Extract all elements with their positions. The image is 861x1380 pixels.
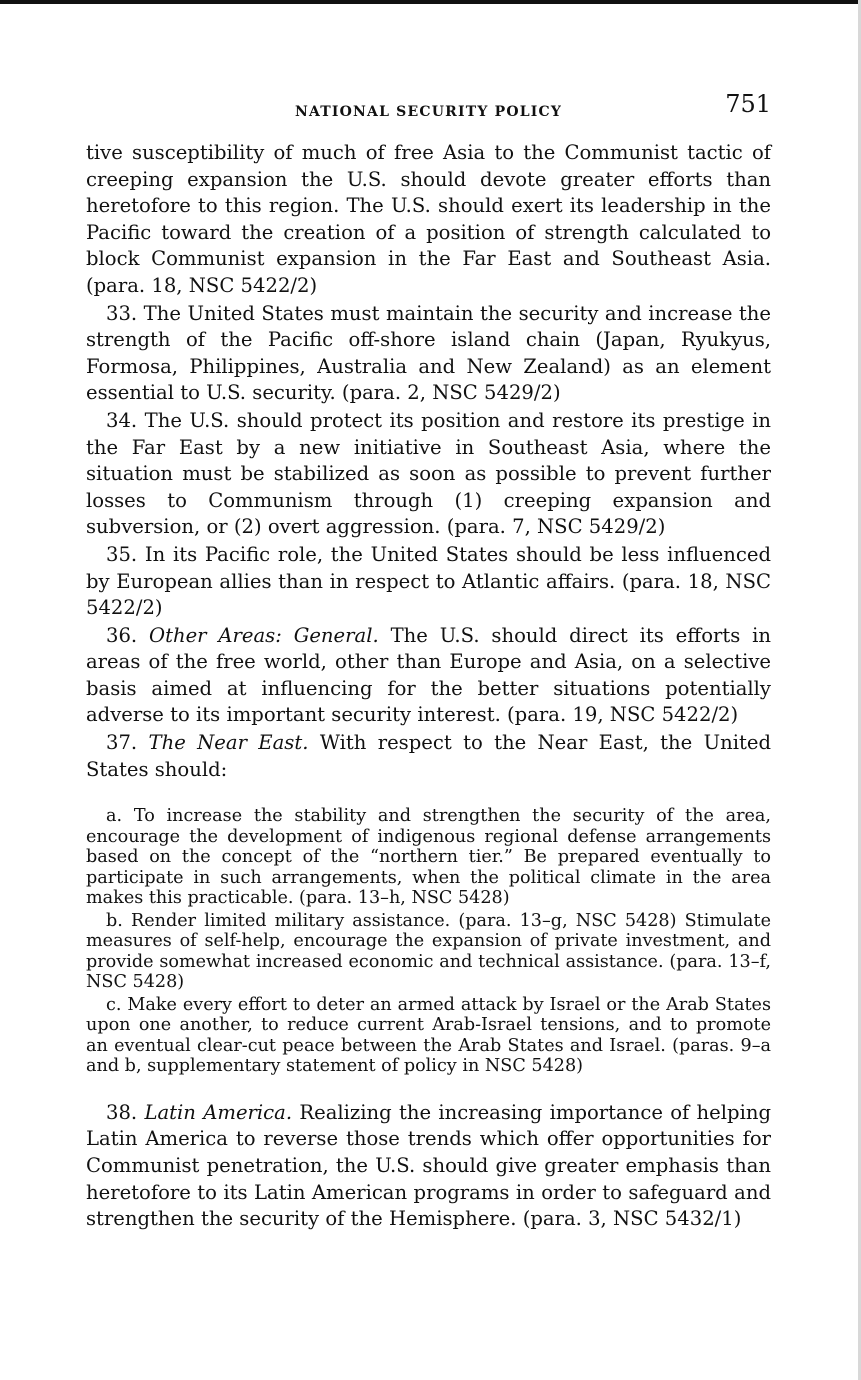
running-head: NATIONAL SECURITY POLICY	[294, 104, 563, 120]
paragraph-36	[86, 623, 771, 729]
paragraph-33	[86, 301, 771, 407]
paragraph-number: 36.	[106, 623, 138, 647]
paragraph-continued	[86, 140, 771, 300]
paragraph-number: 33.	[106, 301, 138, 325]
paragraph-number: 35.	[106, 542, 138, 566]
paragraph-number: 34.	[106, 408, 138, 432]
paragraph-text: The U.S. should protect its position and restore its prestige in the Far East by a new initiative in Southeast Asia, where the situation must be stabilized as soon as possible to prevent further losses to Communism through (1) creeping expansion and subversion, or (2) overt aggression. (para. 7, NSC 5429/2)	[86, 408, 771, 539]
paragraph-37	[86, 730, 771, 783]
page-header	[86, 90, 771, 130]
paragraph-number: 37.	[106, 731, 138, 755]
paragraph-35	[86, 542, 771, 622]
body-text	[86, 140, 771, 1234]
page-number: 751	[725, 90, 771, 118]
paragraph-34	[86, 408, 771, 541]
page-top-border	[0, 0, 861, 4]
paragraph-text: tive susceptibility of much of free Asia to the Communist tactic of creeping expansion the U.S. should devote greater efforts than heretofore to this region. The U.S. should exert its leadership in the Pacific toward the creation of a position of strength calculated to block Communist expansion in the Far East and Southeast Asia. (para. 18, NSC 5422/2)	[86, 141, 771, 297]
paragraph-heading: Other Areas: General.	[149, 623, 379, 647]
near-east-item-b: b. Render limited military assistance. (para. 13–g, NSC 5428) Stimulate measures of self-help, encourage the expansion of private investment, and provide somewhat increased economic and technical assistance. (para. 13–f, NSC 5428)	[86, 910, 771, 993]
near-east-item-a: a. To increase the stability and strengthen the security of the area, encourage the development of indigenous regional defense arrangements based on the concept of the “northern tier.” Be prepared eventually to participate in such arrangements, when the political climate in the area makes this practicable. (para. 13–h, NSC 5428)	[86, 806, 771, 909]
near-east-list	[86, 806, 771, 1077]
paragraph-text: The U.S. should direct its efforts in areas of the free world, other than Europe and Asia, on a selective basis aimed at influencing for the better situations potentially adverse to its important security interest. (para. 19, NSC 5422/2)	[86, 623, 772, 727]
paragraph-text: With respect to the Near East, the United States should:	[86, 731, 772, 781]
paragraph-text: The United States must maintain the security and increase the strength of the Pacific off-shore island chain (Japan, Ryukyus, Formosa, Philippines, Australia and New Zealand) as an element essential to U.S. security. (para. 2, NSC 5429/2)	[86, 301, 771, 405]
paragraph-heading: Latin America.	[144, 1100, 293, 1124]
paragraph-38	[86, 1100, 771, 1233]
near-east-item-c: c. Make every effort to deter an armed attack by Israel or the Arab States upon one another, to reduce current Arab-Israel tensions, and to promote an eventual clear-cut peace between the Arab States and Israel. (paras. 9–a and b, supplementary statement of policy in NSC 5428)	[86, 994, 771, 1077]
paragraph-number: 38.	[106, 1100, 138, 1124]
paragraph-heading: The Near East.	[148, 731, 309, 755]
paragraph-text: In its Pacific role, the United States should be less influenced by European allies than in respect to Atlantic affairs. (para. 18, NSC 5422/2)	[86, 542, 771, 620]
paragraph-text: Realizing the increasing importance of helping Latin America to reverse those trends which offer opportunities for Communist penetration, the U.S. should give greater emphasis than heretofore to its Latin American programs in order to safeguard and strengthen the security of the Hemisphere. (para. 3, NSC 5432/1)	[86, 1100, 771, 1231]
